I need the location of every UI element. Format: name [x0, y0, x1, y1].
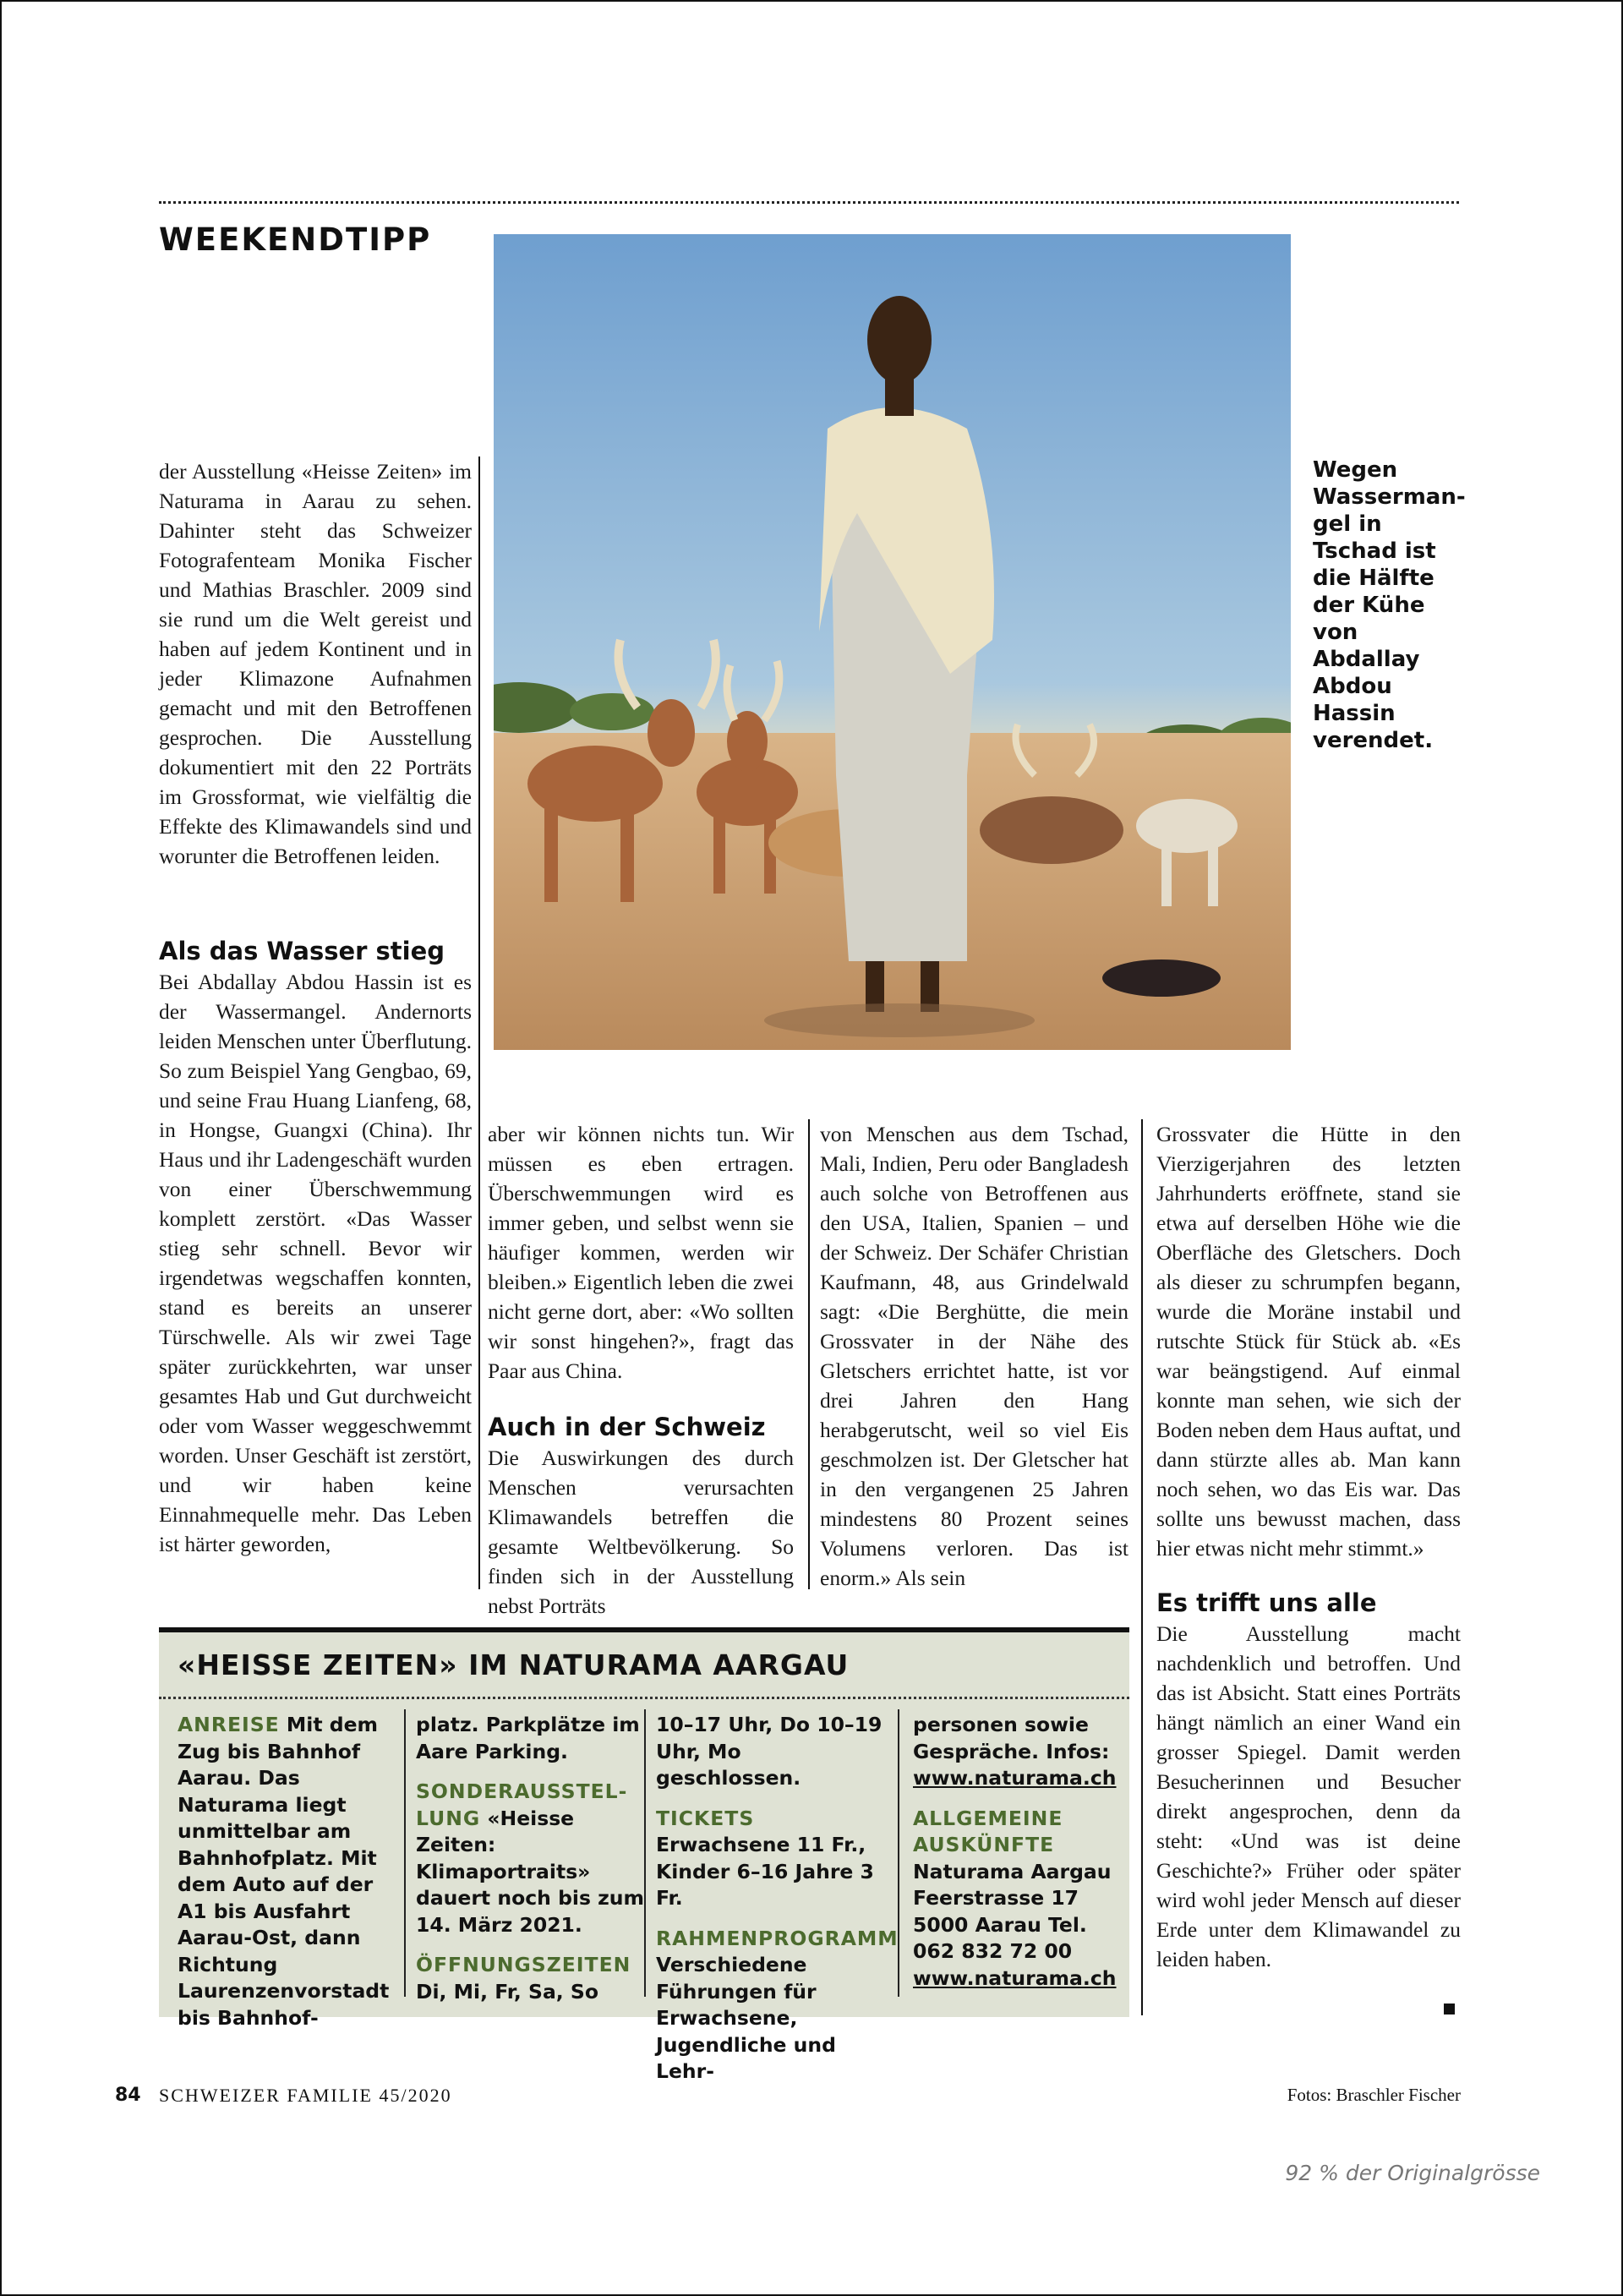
- column-rule: [808, 1119, 810, 1589]
- link-naturama-1[interactable]: www.naturama.ch: [913, 1766, 1117, 1790]
- text-tickets: Erwachsene 11 Fr., Kinder 6–16 Jahre 3 Fr.: [656, 1833, 874, 1910]
- text-anreise: Mit dem Zug bis Bahnhof Aarau. Das Naturama liegt unmittelbar am Bahnhofplatz. Mit dem Auto auf der A1 bis Ausfahrt Aarau-Ost, dann Richtung Laurenzenvorstadt bis Bahnhof-: [178, 1713, 390, 2030]
- info-column-anreise: [178, 1712, 397, 2031]
- photo-herdsman-with-cattle: [494, 234, 1291, 1050]
- subheading-wasser: Als das Wasser stieg: [159, 937, 445, 965]
- text-sonderausstellung: «Heisse Zeiten: Klimaportraits» dauert noch bis zum 14. März 2021.: [416, 1806, 645, 1937]
- article-photo: [494, 234, 1291, 1050]
- info-column-rule: [404, 1709, 406, 1997]
- info-column-tickets: [656, 1712, 899, 2086]
- text-rahmenprogramm-cont: personen sowie Gespräche. Infos:: [913, 1713, 1110, 1763]
- column-rule: [478, 456, 480, 1589]
- magazine-issue: SCHWEIZER FAMILIE 45/2020: [159, 2085, 452, 2106]
- paragraph-hut: Grossvater die Hütte in den Vierzigerjahren des letzten Jahrhunderts eröffnete, stand sie etwa auf derselben Höhe wie die Oberfläche des Gletschers. Doch als dieser zu schrumpfen begann, wurde die Moräne instabil und rutschte Stück für Stück ab. «Es war beängstigend. Auf einmal konnte man sehen, wie sich der Boden neben dem Haus auftat, und dann stürzte alles ab. Man kann noch sehen, wo das Eis war. Das sollte uns bewusst machen, dass hier etwas nicht mehr stimmt.»: [1156, 1122, 1461, 1561]
- label-auskuenfte: ALLGEMEINE AUSKÜNFTE: [913, 1806, 1063, 1856]
- link-naturama-2[interactable]: www.naturama.ch: [913, 1965, 1117, 1990]
- paragraph-mirror: Die Ausstellung macht nachdenklich und betroffen. Und das ist Absicht. Statt eines Porträts hängt nämlich an einer Wand ein grosser Spiegel. Damit werden Besucherinnen und Besucher direkt angesprochen, denn da steht: «Und was ist deine Geschichte?» Früher oder später wird wohl jeder Mensch auf dieser Erde unter dem Klimawandel zu leiden haben.: [1156, 1621, 1461, 1971]
- info-column-rule: [644, 1709, 646, 1997]
- label-tickets: TICKETS: [656, 1806, 755, 1830]
- label-rahmenprogramm: RAHMENPROGRAMM: [656, 1926, 899, 1950]
- info-box-rule: [159, 1697, 1129, 1699]
- article-column-2: [488, 1119, 794, 1621]
- info-column-auskuenfte: [913, 1712, 1124, 1992]
- info-box-title: «HEISSE ZEITEN» IM NATURAMA AARGAU: [178, 1648, 850, 1681]
- section-title: WEEKENDTIPP: [159, 221, 432, 258]
- photo-caption: Wegen Wasserman-gel in Tschad ist die Hälfte der Kühe von Abdallay Abdou Hassin verendet.: [1313, 457, 1466, 753]
- text-anreise-cont: platz. Parkplätze im Aare Parking.: [416, 1713, 640, 1763]
- page-number: 84: [115, 2085, 141, 2106]
- paragraph-flood: Bei Abdallay Abdou Hassin ist es der Wassermangel. Andernorts leiden Menschen unter Überflutung. So zum Beispiel Yang Gengbao, 69, und seine Frau Huang Lianfeng, 68, in Hongse, Guangxi (China). Ihr Haus und ihr Ladengeschäft wurden von einer Überschwemmung komplett zerstört. «Das Wasser stieg sehr schnell. Bevor wir irgendetwas wegschaffen konnten, stand es bereits an unserer Türschwelle. Als wir zwei Tage später zurückkehrten, war unser gesamtes Hab und Gut durchweicht oder vom Wasser weggeschwemmt worden. Unser Geschäft ist zerstört, und wir haben keine Einnahmequelle mehr. Das Leben ist härter geworden,: [159, 970, 472, 1556]
- end-of-article-mark: [1444, 2004, 1455, 2014]
- paragraph-glacier: von Menschen aus dem Tschad, Mali, Indien, Peru oder Bangladesh auch solche von Betroffenen aus den USA, Italien, Spanien – und der Schweiz. Der Schäfer Christian Kaufmann, 48, aus Grindelwald sagt: «Die Berghütte, die mein Grossvater in der Nähe des Gletschers errichtet hatte, ist vor drei Jahren den Hang herabgerutscht, weil so viel Eis geschmolzen ist. Der Gletscher hat in den vergangenen 25 Jahren mindestens 80 Prozent seines Volumens verloren. Das ist enorm.» Als sein: [820, 1122, 1128, 1590]
- label-anreise: ANREISE: [178, 1713, 280, 1736]
- column-rule: [1141, 1119, 1143, 2015]
- paragraph-china: aber wir können nichts tun. Wir müssen es eben ertragen. Überschwemmungen wird es immer geben, und selbst wenn sie häufiger kommen, werden wir bleiben.» Eigentlich leben die zwei nicht gerne dort, aber: «Wo sollten wir sonst hingehen?», fragt das Paar aus China.: [488, 1122, 794, 1383]
- photo-credit: Fotos: Braschler Fischer: [1287, 2085, 1461, 2105]
- subheading-alle: Es trifft uns alle: [1156, 1588, 1377, 1617]
- label-sonderausstellung: SONDERAUSSTEL-LUNG: [416, 1779, 628, 1830]
- article-column-1: [159, 456, 472, 871]
- label-oeffnungszeiten: ÖFFNUNGSZEITEN: [416, 1953, 631, 1976]
- info-box-top-bar: [159, 1627, 1129, 1632]
- article-column-1-continued: [159, 935, 472, 1559]
- section-rule: [159, 201, 1459, 204]
- text-auskuenfte: Naturama Aargau Feerstrasse 17 5000 Aarau Tel. 062 832 72 00: [913, 1859, 1112, 1963]
- text-oeffnungszeiten: Di, Mi, Fr, Sa, So: [416, 1979, 598, 2004]
- scale-note: 92 % der Originalgrösse: [1285, 2161, 1540, 2185]
- paragraph-effects: Die Auswirkungen des durch Menschen verursachten Klimawandels betreffen die gesamte Weltbevölkerung. So finden sich in der Ausstellung nebst Porträts: [488, 1446, 794, 1618]
- text-oeffnungszeiten-cont: 10–17 Uhr, Do 10–19 Uhr, Mo geschlossen.: [656, 1713, 883, 1790]
- info-column-rule: [898, 1709, 899, 1997]
- info-column-sonder: [416, 1712, 644, 2005]
- subheading-schweiz: Auch in der Schweiz: [488, 1413, 766, 1441]
- intro-paragraph: der Ausstellung «Heisse Zeiten» im Naturama in Aarau zu sehen. Dahinter steht das Schweizer Fotografenteam Monika Fischer und Mathias Braschler. 2009 sind sie rund um die Welt gereist und haben auf jedem Kontinent und in jeder Klimazone Aufnahmen gemacht und mit den Betroffenen gesprochen. Die Ausstellung dokumentiert mit den 22 Porträts im Grossformat, wie vielfältig die Effekte des Klimawandels sind und worunter die Betroffenen leiden.: [159, 459, 472, 868]
- article-column-3: [820, 1119, 1128, 1593]
- article-column-4: [1156, 1119, 1461, 1974]
- text-rahmenprogramm: Verschiedene Führungen für Erwachsene, Jugendliche und Lehr-: [656, 1953, 836, 2083]
